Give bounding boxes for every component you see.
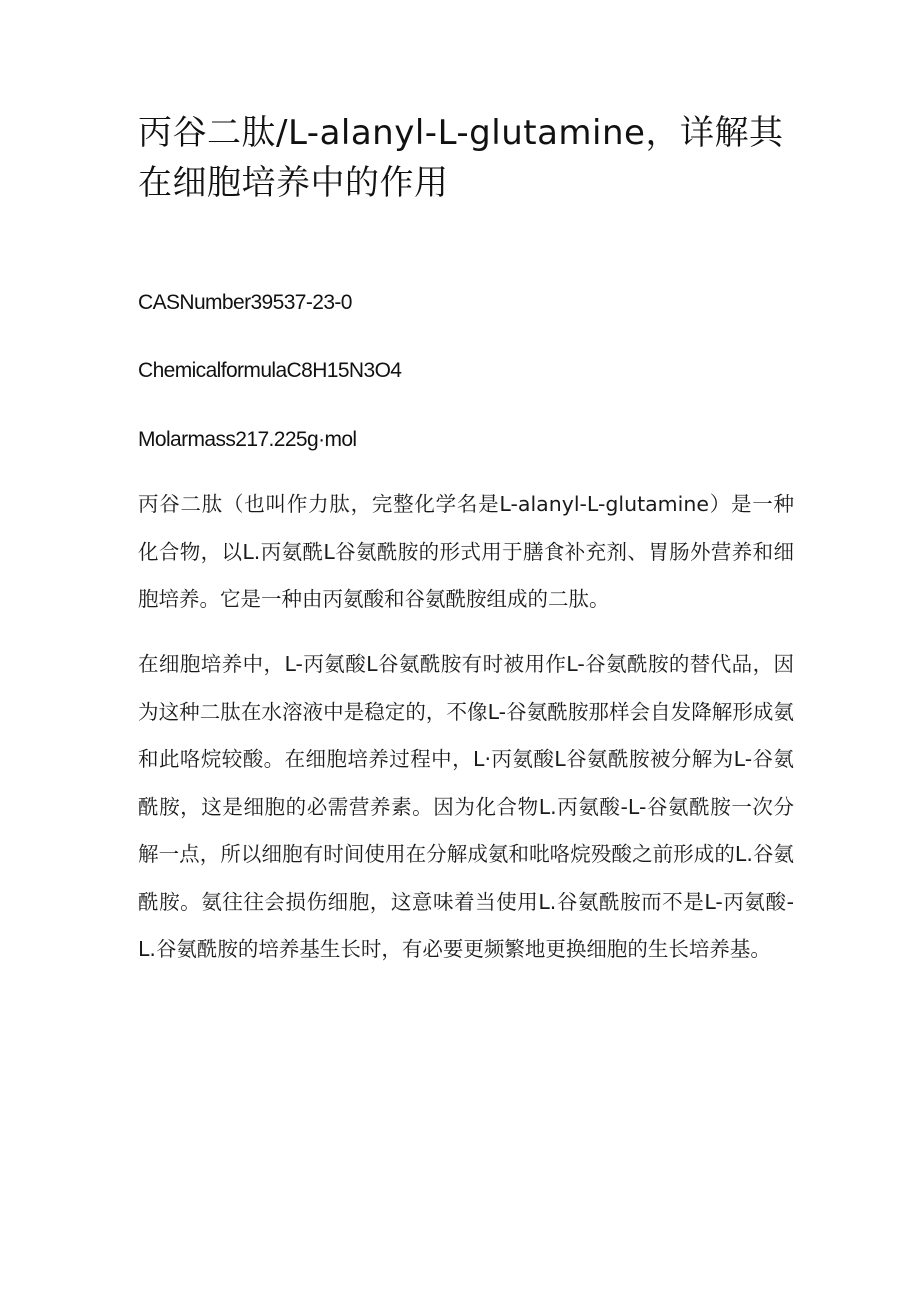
intro-paragraph: 丙谷二肽（也叫作力肽，完整化学名是L-alanyl-L-glutamine）是一种化合物，以L.丙氨酰L谷氨酰胺的形式用于膳食补充剂、胃肠外营养和细胞培养。它是一种由丙氨酸和谷氨酰胺组成的二肽。: [138, 492, 794, 611]
molar-mass: Molarmass217.225g·mol: [138, 428, 357, 451]
cell-culture-paragraph: 在细胞培养中，L-丙氨酸L谷氨酰胺有时被用作L-谷氨酰胺的替代品，因为这种二肽在水溶液中是稳定的，不像L-谷氨酰胺那样会自发降解形成氨和此咯烷较酸。在细胞培养过程中，L·丙氨酸L谷氨酰胺被分解为L-谷氨酰胺，这是细胞的必需营养素。因为化合物L.丙氨酸-L-谷氨酰胺一次分解一点，所以细胞有时间使用在分解成氨和吡咯烷殁酸之前形成的L.谷氨酰胺。氨往往会损伤细胞，这意味着当使用L.谷氨酰胺而不是L-丙氨酸-L.谷氨酰胺的培养基生长时，有必要更频繁地更换细胞的生长培养基。: [138, 652, 794, 961]
chemical-formula: ChemicalformulaC8H15N3O4: [138, 359, 402, 382]
cas-number: CASNumber39537-23-0: [138, 291, 352, 314]
document-title: 丙谷二肽/L-alanyl-L-glutamine，详解其在细胞培养中的作用: [138, 113, 784, 203]
